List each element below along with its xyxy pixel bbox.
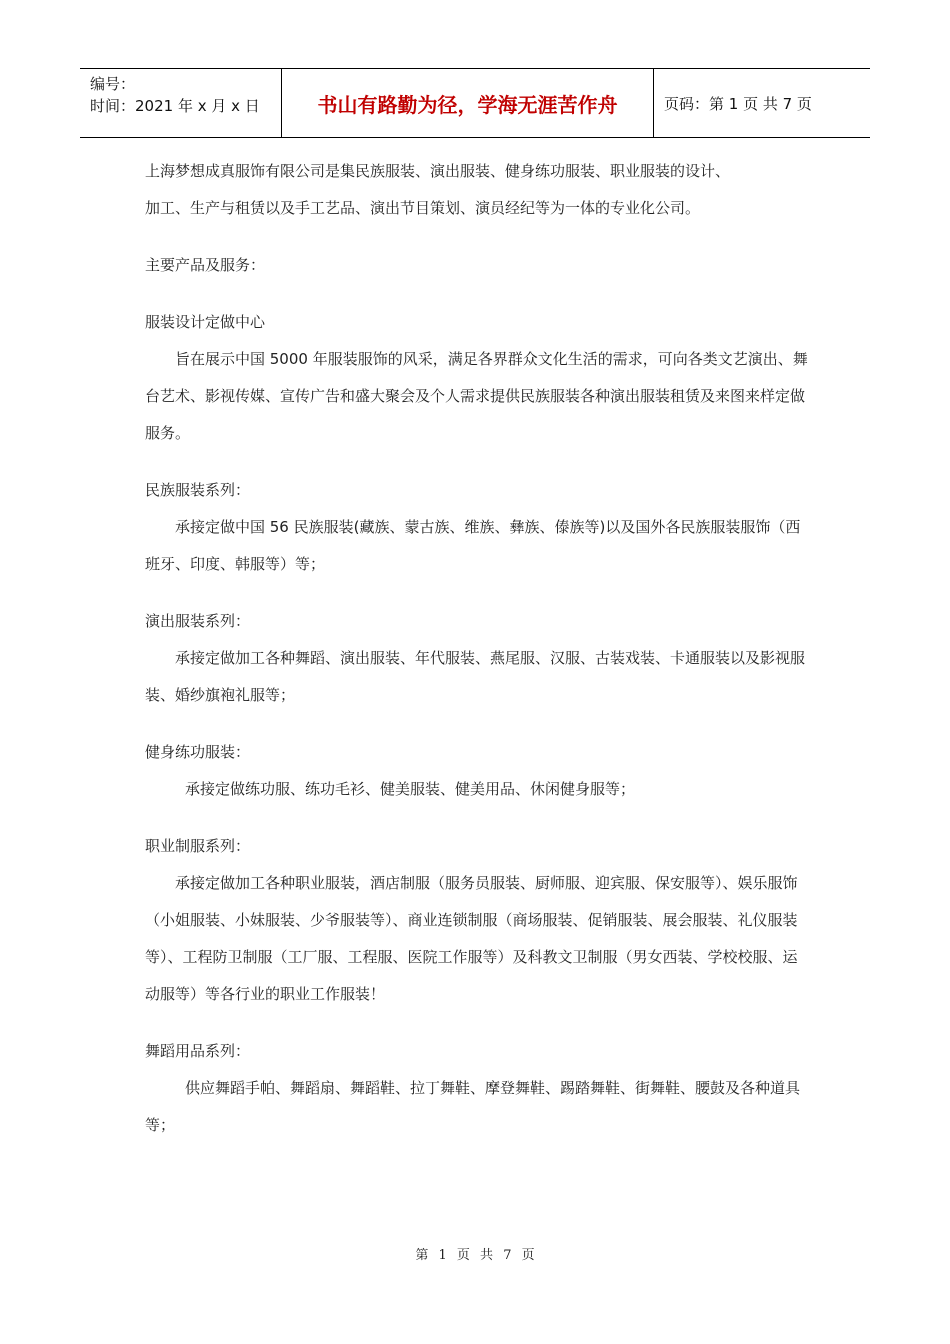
document-header <box>80 68 870 138</box>
document-date: 时间：2021 年 x 月 x 日 <box>90 97 260 115</box>
section-text-fitness: 承接定做练功服、练功毛衫、健美服装、健美用品、休闲健身服等； <box>185 780 636 798</box>
header-page-info: 页码：第 1 页 共 7 页 <box>664 94 812 113</box>
section-title-performance: 演出服装系列： <box>145 612 251 630</box>
section-text-uniform: 承接定做加工各种职业服装，酒店制服（服务员服装、厨师服、迎宾服、保安服等）、娱乐服饰（小姐服装、小妹服装、少爷服装等）、商业连锁制服（商场服装、促销服装、展会服装、礼仪服装等）、工程防卫制服（工厂服、工程服、医院工作服等）及科教文卫制服（男女西装、学校校服、运动服等）等各行业的职业工作服装！ <box>145 874 798 1003</box>
section-title-uniform: 职业制服系列： <box>145 837 251 855</box>
footer-page-number: 第 1 页 共 7 页 <box>415 1248 535 1263</box>
section-text-performance: 承接定做加工各种舞蹈、演出服装、年代服装、燕尾服、汉服、古装戏装、卡通服装以及影视服装、婚纱旗袍礼服等； <box>145 649 806 704</box>
section-title-fitness: 健身练功服装： <box>145 743 251 761</box>
header-left-cell <box>80 69 282 137</box>
main-products-heading: 主要产品及服务： <box>145 256 266 274</box>
section-title-design: 服装设计定做中心 <box>145 313 266 331</box>
intro-line-2: 加工、生产与租赁以及手工艺品、演出节目策划、演员经纪等为一体的专业化公司。 <box>145 199 701 217</box>
section-title-ethnic: 民族服装系列： <box>145 481 251 499</box>
section-text-ethnic: 承接定做中国 56 民族服装(藏族、蒙古族、维族、彝族、傣族等)以及国外各民族服装服饰（西班牙、印度、韩服等）等； <box>145 518 801 573</box>
document-number-label: 编号： <box>90 75 136 93</box>
page-footer <box>0 1244 950 1263</box>
header-motto: 书山有路勤为径，学海无涯苦作舟 <box>282 69 654 137</box>
section-title-dance: 舞蹈用品系列： <box>145 1042 251 1060</box>
section-text-design: 旨在展示中国 5000 年服装服饰的风采，满足各界群众文化生活的需求，可向各类文艺演出、舞台艺术、影视传媒、宣传广告和盛大聚会及个人需求提供民族服装各种演出服装租赁及来图来样定做服务。 <box>145 350 808 442</box>
section-text-dance: 供应舞蹈手帕、舞蹈扇、舞蹈鞋、拉丁舞鞋、摩登舞鞋、踢踏舞鞋、街舞鞋、腰鼓及各种道具等； <box>145 1079 801 1134</box>
document-body <box>145 153 810 1144</box>
intro-line-1: 上海梦想成真服饰有限公司是集民族服装、演出服装、健身练功服装、职业服装的设计、 <box>145 162 731 180</box>
